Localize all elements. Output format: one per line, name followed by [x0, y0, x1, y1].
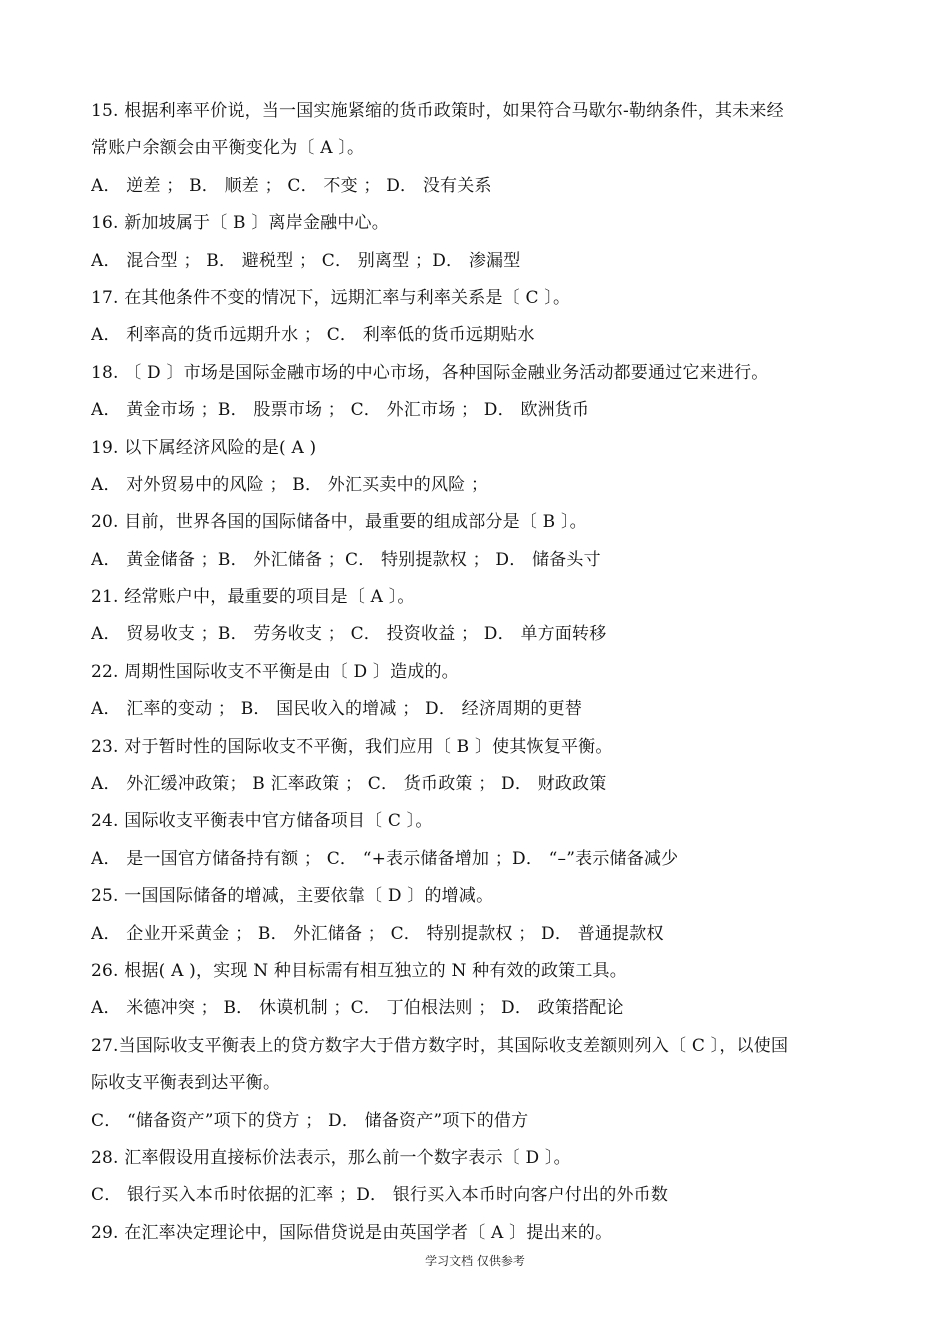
text-line: A． 利率高的货币远期升水 ； C． 利率低的货币远期贴水: [91, 325, 535, 346]
text-line: 27.当国际收支平衡表上的贷方数字大于借方数字时，其国际收支差额则列入〔 C 〕，以使国: [91, 1035, 789, 1056]
text-line: 25. 一国国际储备的增减，主要依靠〔 D 〕的增减。: [91, 886, 494, 907]
text-line: 29. 在汇率决定理论中，国际借贷说是由英国学者〔 A 〕提出来的。: [91, 1222, 613, 1243]
text-line: 际收支平衡表到达平衡。: [91, 1073, 281, 1094]
text-line: 28. 汇率假设用直接标价法表示，那么前一个数字表示〔 D 〕。: [91, 1147, 571, 1168]
text-line: A． 外汇缓冲政策； B 汇率政策 ； C． 货币政策 ； D． 财政政策: [91, 774, 607, 795]
text-line: C． “储备资产”项下的贷方 ； D． 储备资产”项下的借方: [91, 1110, 529, 1131]
text-line: 17. 在其他条件不变的情况下，远期汇率与利率关系是〔 C 〕。: [91, 287, 571, 308]
text-line: 19. 以下属经济风险的是( A ): [91, 437, 317, 458]
question-list: [91, 93, 871, 1252]
text-line: A． 米德冲突 ； B． 休谟机制 ；C． 丁伯根法则 ； D． 政策搭配论: [91, 998, 624, 1019]
text-line: A． 对外贸易中的风险 ； B． 外汇买卖中的风险 ；: [91, 474, 489, 495]
text-line: A． 贸易收支 ；B． 劳务收支 ； C． 投资收益 ； D． 单方面转移: [91, 624, 607, 645]
text-line: 18. 〔 D 〕市场是国际金融市场的中心市场，各种国际金融业务活动都要通过它来进行。: [91, 362, 769, 383]
text-line: 23. 对于暂时性的国际收支不平衡，我们应用〔 B 〕使其恢复平衡。: [91, 736, 613, 757]
text-line: 26. 根据( A )，实现 N 种目标需有相互独立的 N 种有效的政策工具。: [91, 960, 627, 981]
text-line: A． 企业开采黄金 ； B． 外汇储备 ； C． 特别提款权 ； D． 普通提款权: [91, 923, 664, 944]
text-line: 20. 目前，世界各国的国际储备中，最重要的组成部分是〔 B 〕。: [91, 512, 587, 533]
text-line: A． 逆差 ； B． 顺差 ； C． 不变 ； D． 没有关系: [91, 175, 492, 196]
text-line: A． 是一国官方储备持有额 ； C． “+表示储备增加 ；D． “–”表示储备减少: [91, 848, 679, 869]
text-line: 15. 根据利率平价说，当一国实施紧缩的货币政策时，如果符合马歇尔-勒纳条件，其未来经: [91, 101, 784, 121]
text-line: 常账户余额会由平衡变化为〔 A 〕。: [91, 138, 365, 159]
text-line: A． 汇率的变动 ； B． 国民收入的增减 ； D． 经济周期的更替: [91, 699, 583, 720]
text-line: 16. 新加坡属于〔 B 〕离岸金融中心。: [91, 213, 389, 234]
text-line: A． 黄金储备 ；B． 外汇储备 ；C． 特别提款权 ； D． 储备头寸: [91, 549, 601, 570]
text-line: A． 黄金市场 ；B． 股票市场 ； C． 外汇市场 ； D． 欧洲货币: [91, 400, 590, 421]
text-line: 24. 国际收支平衡表中官方储备项目〔 C 〕。: [91, 811, 433, 832]
page-footer: 学习文档 仅供参考: [425, 1254, 525, 1268]
text-line: C． 银行买入本币时依据的汇率 ；D． 银行买入本币时向客户付出的外币数: [91, 1185, 669, 1206]
text-line: A． 混合型 ； B． 避税型 ； C． 别离型 ；D． 渗漏型: [91, 250, 521, 271]
text-line: 21. 经常账户中，最重要的项目是〔 A 〕。: [91, 587, 415, 608]
text-line: 22. 周期性国际收支不平衡是由〔 D 〕造成的。: [91, 661, 459, 682]
